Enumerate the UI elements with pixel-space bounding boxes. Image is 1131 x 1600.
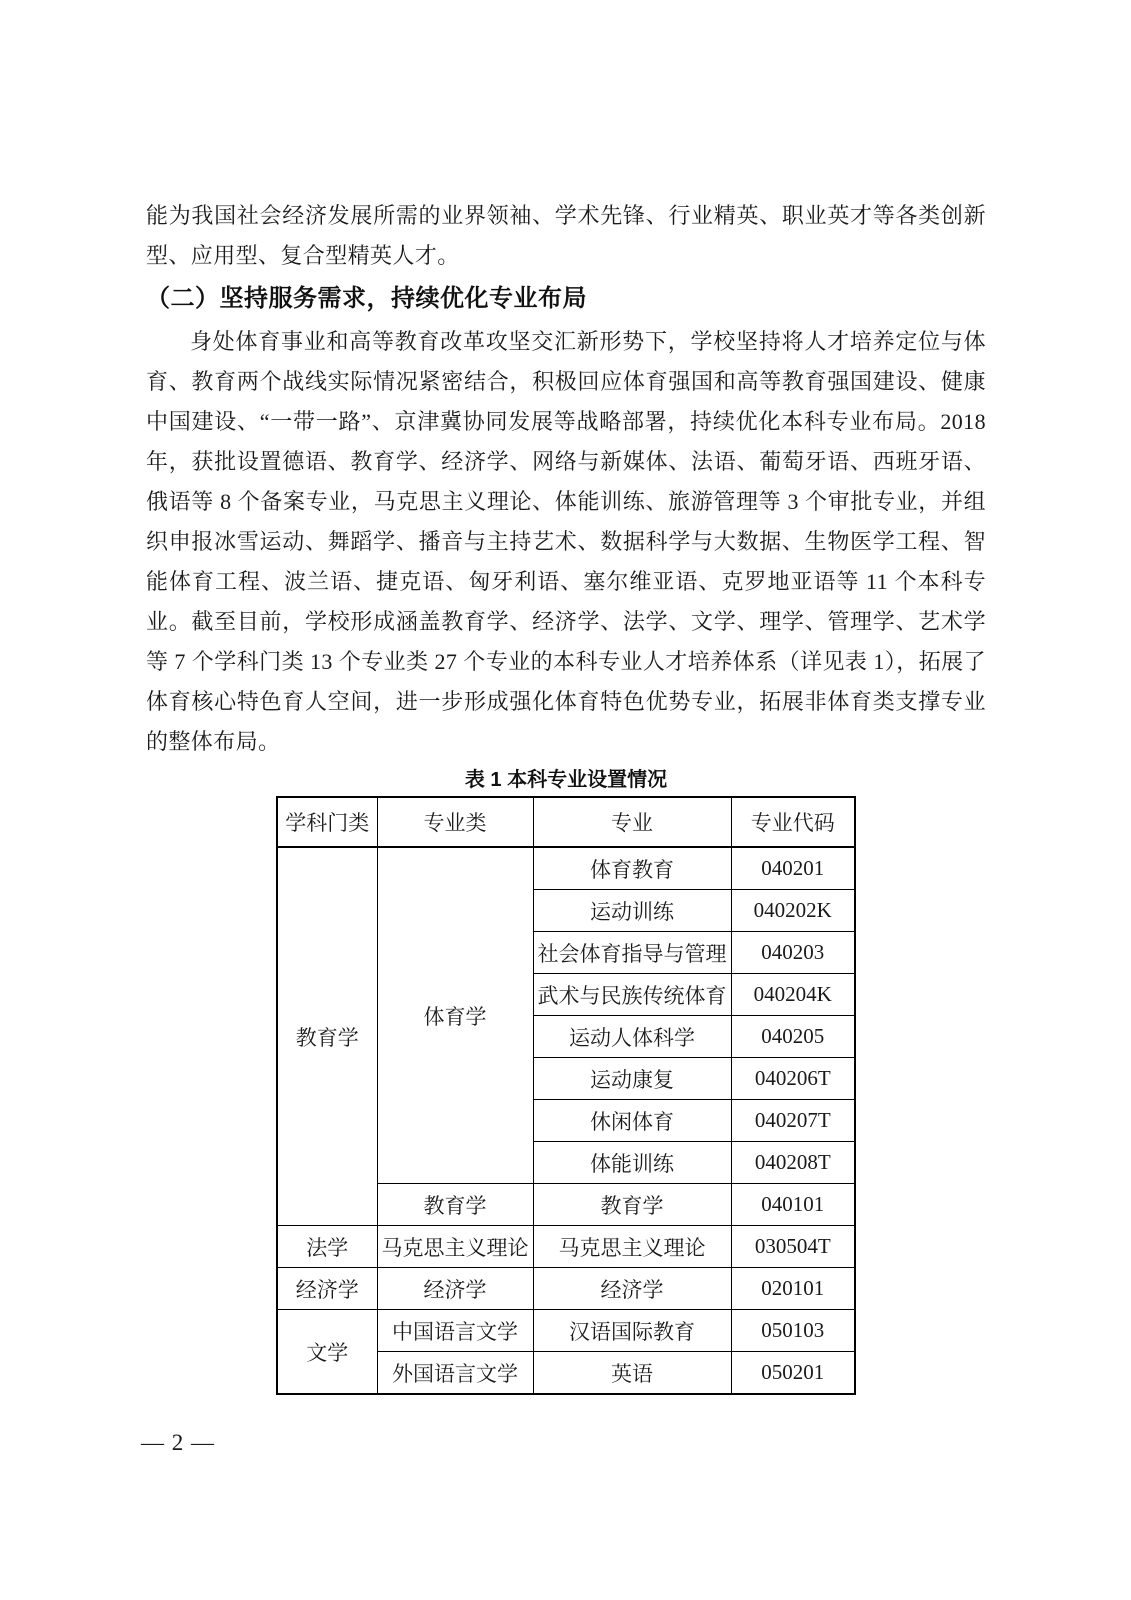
major-cell: 武术与民族传统体育 <box>533 974 731 1016</box>
table-row <box>277 847 855 890</box>
code-cell: 020101 <box>731 1268 855 1310</box>
major-cell: 运动人体科学 <box>533 1016 731 1058</box>
table-caption: 表 1 本科专业设置情况 <box>464 769 668 791</box>
code-cell: 040207T <box>731 1100 855 1142</box>
code-cell: 030504T <box>731 1226 855 1268</box>
code-cell: 050103 <box>731 1310 855 1352</box>
discipline-cell: 经济学 <box>277 1268 377 1310</box>
code-cell: 050201 <box>731 1352 855 1395</box>
code-cell: 040206T <box>731 1058 855 1100</box>
major-cell: 运动训练 <box>533 890 731 932</box>
major-cell: 体能训练 <box>533 1142 731 1184</box>
major-cell: 教育学 <box>533 1184 731 1226</box>
major-cell: 经济学 <box>533 1268 731 1310</box>
code-cell: 040208T <box>731 1142 855 1184</box>
column-header-code: 专业代码 <box>731 797 855 847</box>
table-row <box>277 1310 855 1352</box>
major-cell: 汉语国际教育 <box>533 1310 731 1352</box>
category-cell: 外国语言文学 <box>377 1352 533 1395</box>
discipline-cell: 法学 <box>277 1226 377 1268</box>
major-cell: 运动康复 <box>533 1058 731 1100</box>
category-cell: 马克思主义理论 <box>377 1226 533 1268</box>
table-row <box>277 1226 855 1268</box>
page-number: — 2 — <box>141 1430 215 1455</box>
table-row <box>277 1268 855 1310</box>
column-header-category: 专业类 <box>377 797 533 847</box>
column-header-major: 专业 <box>533 797 731 847</box>
code-cell: 040201 <box>731 847 855 890</box>
code-cell: 040203 <box>731 932 855 974</box>
major-cell: 休闲体育 <box>533 1100 731 1142</box>
major-cell: 社会体育指导与管理 <box>533 932 731 974</box>
major-cell: 英语 <box>533 1352 731 1395</box>
category-cell: 体育学 <box>377 847 533 1184</box>
code-cell: 040204K <box>731 974 855 1016</box>
category-cell: 教育学 <box>377 1184 533 1226</box>
paragraph-body: 身处体育事业和高等教育改革攻坚交汇新形势下，学校坚持将人才培养定位与体育、教育两个战线实际情况紧密结合，积极回应体育强国和高等教育强国建设、健康中国建设、“一带一路”、京津冀协同发展等战略部署，持续优化本科专业布局。2018 年，获批设置德语、教育学、经济学、网络与新媒体、法语、葡萄牙语、西班牙语、俄语等 8 个备案专业，马克思主义理论、体能训练、旅游管理等 3 个审批专业，并组织申报冰雪运动、舞蹈学、播音与主持艺术、数据科学与大数据、生物医学工程、智能体育工程、波兰语、捷克语、匈牙利语、塞尔维亚语、克罗地亚语等 11 个本科专业。截至目前，学校形成涵盖教育学、经济学、法学、文学、理学、管理学、艺术学等 7 个学科门类 13 个专业类 27 个专业的本科专业人才培养体系（详见表 1），拓展了体育核心特色育人空间，进一步形成强化体育特色优势专业，拓展非体育类支撑专业的整体布局。 <box>146 329 986 754</box>
section-heading: （二）坚持服务需求，持续优化专业布局 <box>146 285 587 312</box>
discipline-cell: 教育学 <box>277 847 377 1226</box>
discipline-cell: 文学 <box>277 1310 377 1395</box>
page-content <box>146 196 986 1395</box>
category-cell: 中国语言文学 <box>377 1310 533 1352</box>
majors-table <box>276 796 856 1395</box>
code-cell: 040101 <box>731 1184 855 1226</box>
paragraph-continuation: 能为我国社会经济发展所需的业界领袖、学术先锋、行业精英、职业英才等各类创新型、应用型、复合型精英人才。 <box>146 203 986 268</box>
code-cell: 040205 <box>731 1016 855 1058</box>
category-cell: 经济学 <box>377 1268 533 1310</box>
code-cell: 040202K <box>731 890 855 932</box>
column-header-discipline: 学科门类 <box>277 797 377 847</box>
major-cell: 体育教育 <box>533 847 731 890</box>
table-header-row <box>277 797 855 847</box>
major-cell: 马克思主义理论 <box>533 1226 731 1268</box>
